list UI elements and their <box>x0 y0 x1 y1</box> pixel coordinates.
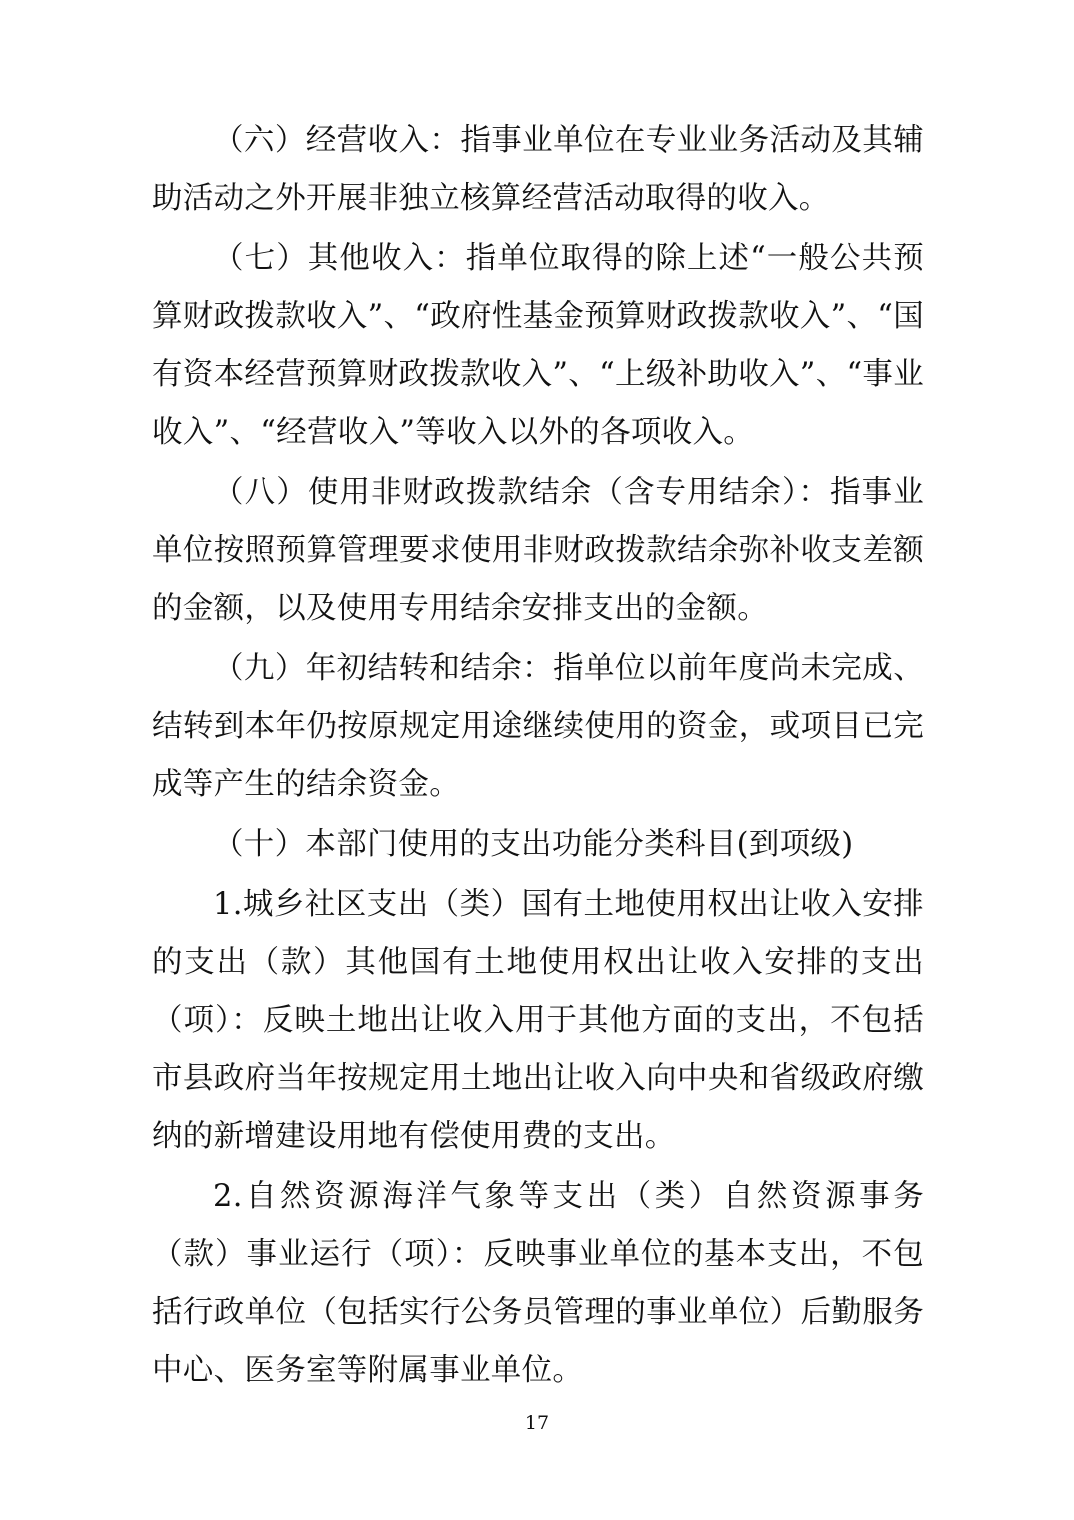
paragraph-non-fiscal-surplus: （八）使用非财政拨款结余（含专用结余）：指事业单位按照预算管理要求使用非财政拨款结余弥补收支差额的金额，以及使用专用结余安排支出的金额。 <box>152 475 924 626</box>
page-number: 17 <box>524 1412 550 1434</box>
paragraph-other-income: （七）其他收入：指单位取得的除上述“一般公共预算财政拨款收入”、“政府性基金预算财政拨款收入”、“国有资本经营预算财政拨款收入”、“上级补助收入”、“事业收入”、“经营收入”等收入以外的各项收入。 <box>152 241 924 450</box>
paragraph-item-2-natural-resources: 2.自然资源海洋气象等支出（类）自然资源事务（款）事业运行（项）：反映事业单位的基本支出，不包括行政单位（包括实行公务员管理的事业单位）后勤服务中心、医务室等附属事业单位。 <box>152 1179 924 1388</box>
paragraph-operating-income: （六）经营收入：指事业单位在专业业务活动及其辅助活动之外开展非独立核算经营活动取得的收入。 <box>152 123 924 216</box>
paragraph-item-1-urban-rural: 1.城乡社区支出（类）国有土地使用权出让收入安排的支出（款）其他国有土地使用权出让收入安排的支出（项）：反映土地出让收入用于其他方面的支出，不包括市县政府当年按规定用土地出让收入向中央和省级政府缴纳的新增建设用地有偿使用费的支出。 <box>152 887 924 1154</box>
paragraph-year-start-carryover: （九）年初结转和结余：指单位以前年度尚未完成、结转到本年仍按原规定用途继续使用的资金，或项目已完成等产生的结余资金。 <box>152 651 924 802</box>
document-body <box>152 112 924 1400</box>
paragraph-expenditure-classification: （十）本部门使用的支出功能分类科目(到项级) <box>213 827 854 862</box>
